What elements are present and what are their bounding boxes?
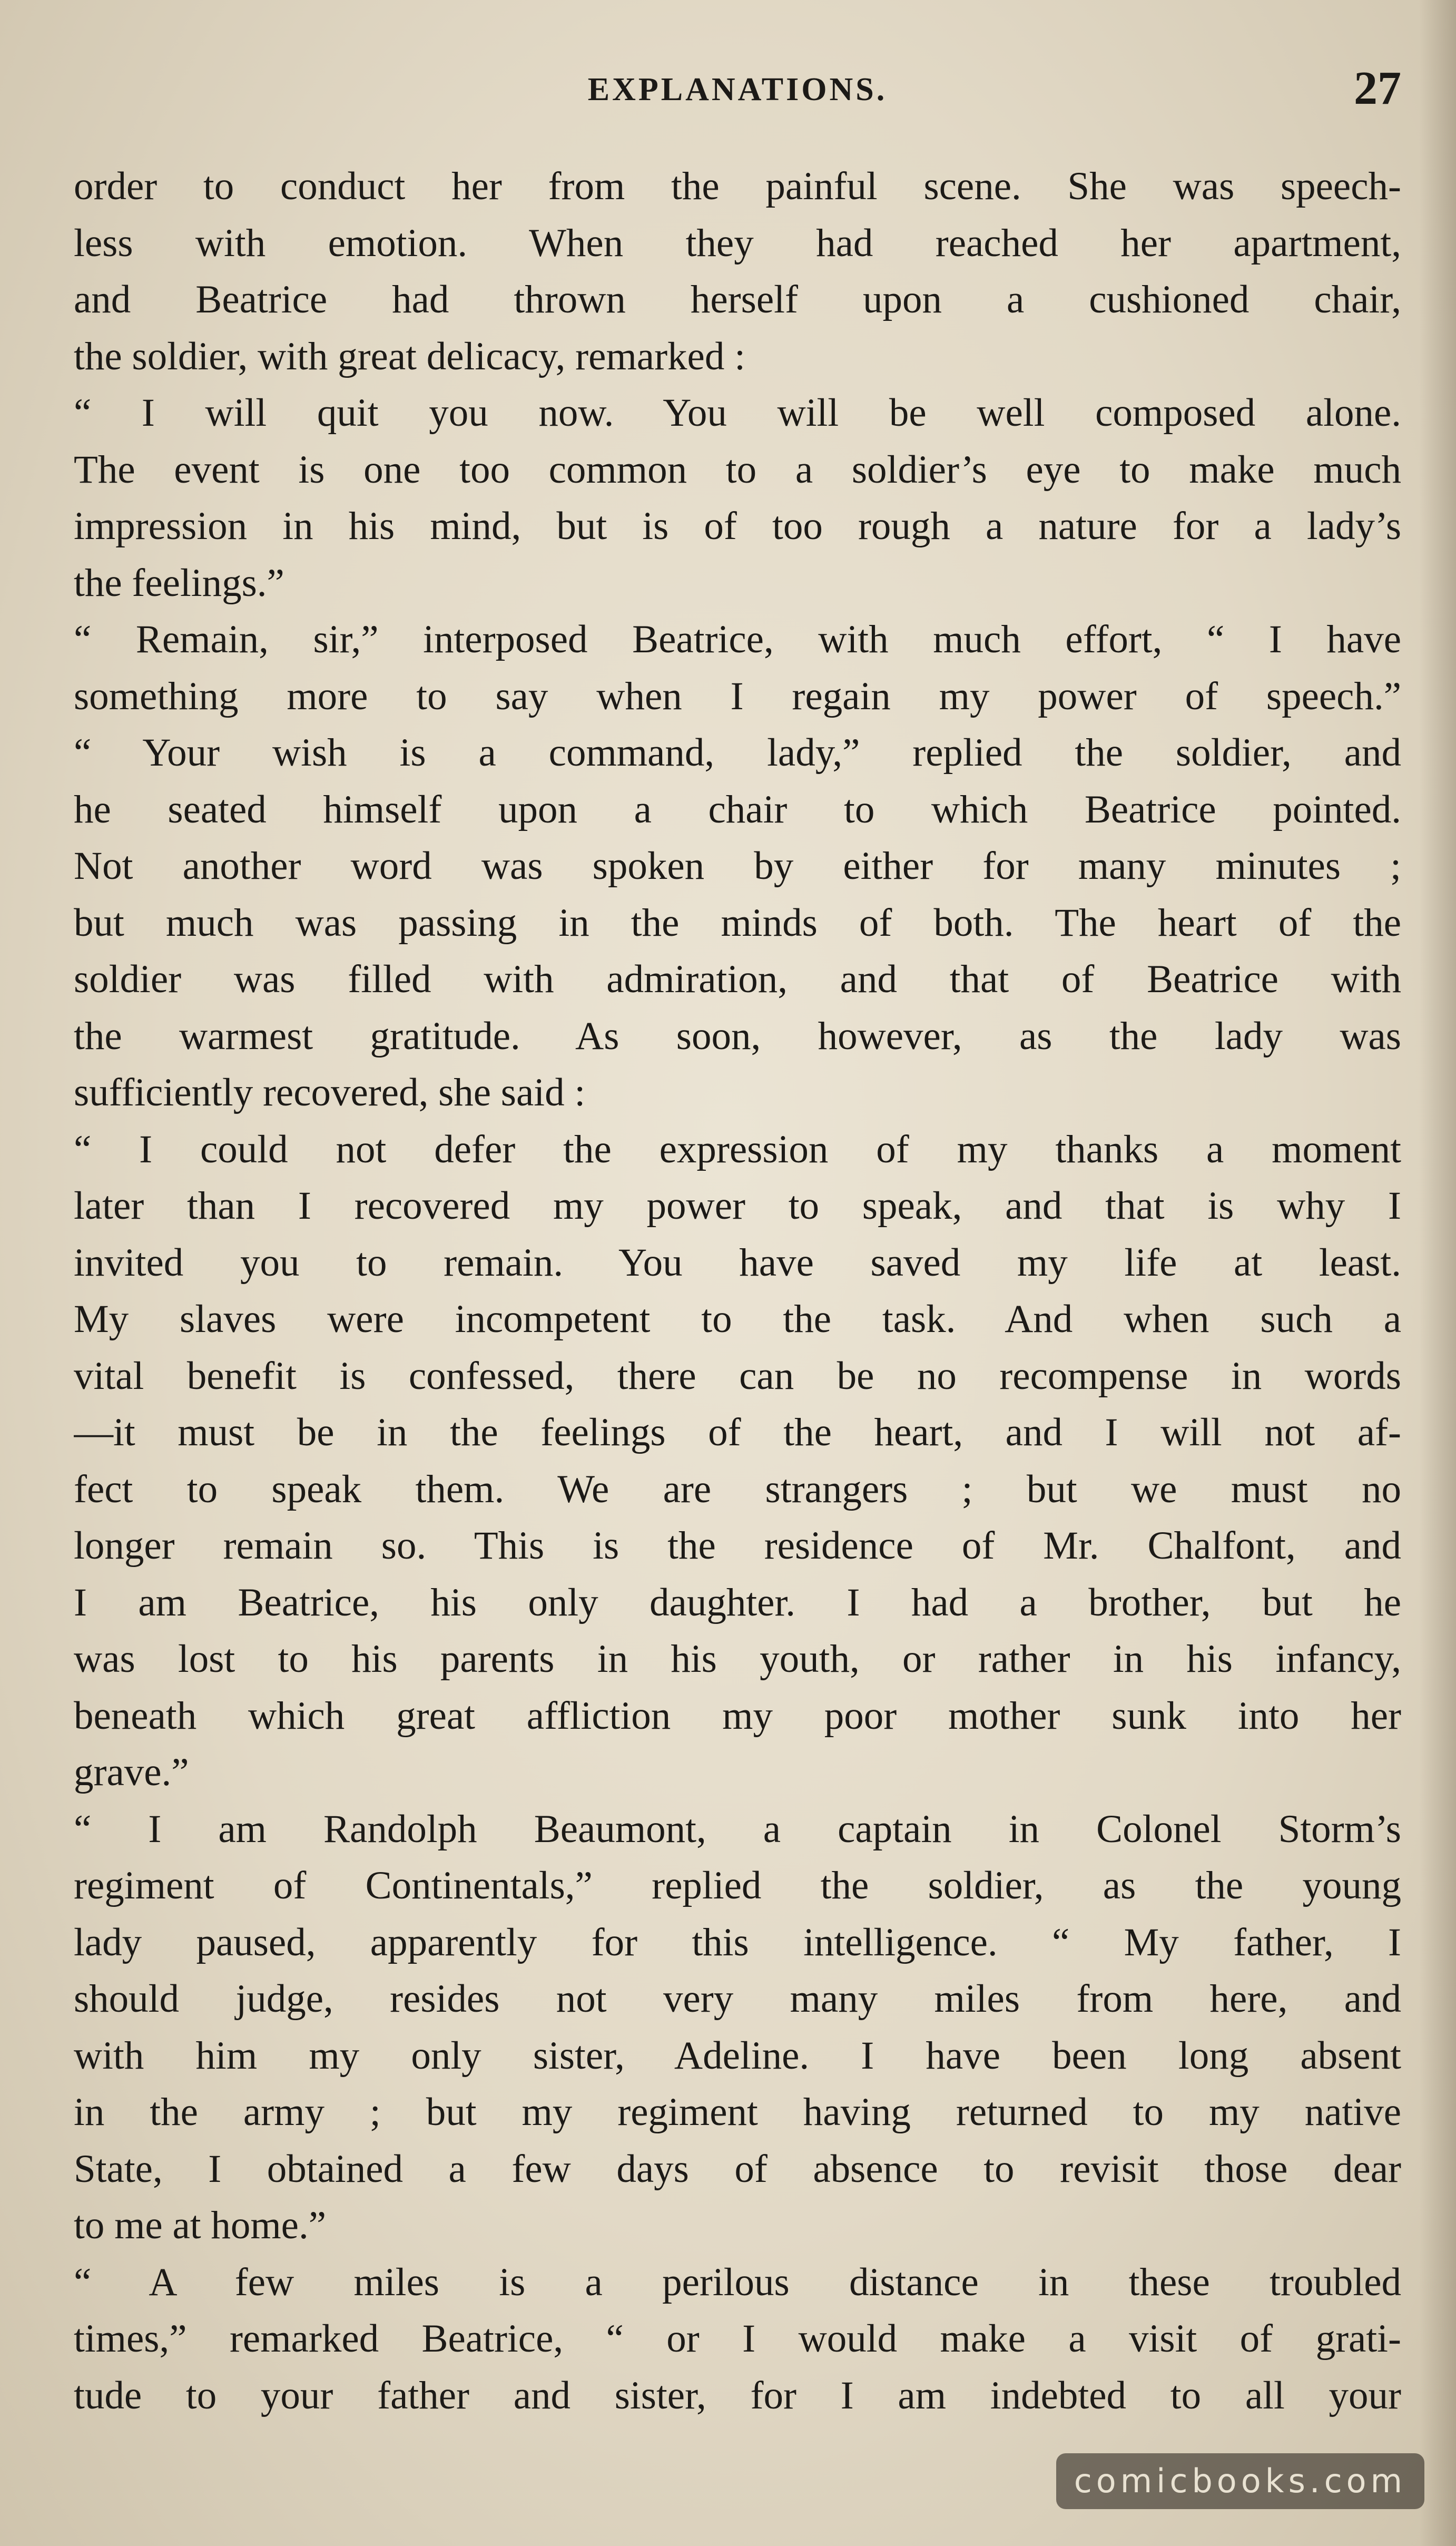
text-line: the feelings.”	[74, 561, 284, 605]
text-line: regiment of Continentals,” replied the soldier, as the young	[74, 1864, 1401, 1907]
text-line: I am Beatrice, his only daughter. I had a brother, but he	[74, 1580, 1401, 1624]
text-line: times,” remarked Beatrice, “ or I would make a visit of grati-	[74, 2317, 1401, 2361]
text-line: and Beatrice had thrown herself upon a cushioned chair,	[74, 278, 1401, 321]
text-line: The event is one too common to a soldier’s eye to make much	[74, 447, 1401, 492]
text-line: with him my only sister, Adeline. I have been long absent	[74, 2033, 1401, 2078]
text-line: longer remain so. This is the residence of Mr. Chalfont, and	[74, 1524, 1401, 1568]
text-line: Not another word was spoken by either for many minutes ;	[74, 844, 1401, 888]
text-line: “ I am Randolph Beaumont, a captain in Colonel Storm’s	[74, 1807, 1401, 1851]
text-line: beneath which great affliction my poor mother sunk into her	[74, 1693, 1401, 1738]
page-edge-shadow	[1419, 0, 1456, 2546]
text-line: was lost to his parents in his youth, or rather in his infancy,	[74, 1637, 1401, 1681]
text-line: soldier was filled with admiration, and that of Beatrice with	[74, 957, 1401, 1001]
text-line: “ I could not defer the expression of my thanks a moment	[74, 1127, 1401, 1171]
text-line: lady paused, apparently for this intelligence. “ My father, I	[74, 1920, 1401, 1964]
text-line: fect to speak them. We are strangers ; but we must no	[74, 1467, 1401, 1511]
text-line: order to conduct her from the painful scene. She was speech-	[74, 164, 1401, 208]
body-text	[74, 158, 1401, 2424]
text-line: tude to your father and sister, for I am indebted to all your	[74, 2373, 1401, 2417]
text-line: —it must be in the feelings of the heart, and I will not af-	[74, 1411, 1401, 1454]
text-line: “ A few miles is a perilous distance in these troubled	[74, 2260, 1401, 2304]
text-line: State, I obtained a few days of absence to revisit those dear	[74, 2147, 1401, 2191]
text-line: less with emotion. When they had reached her apartment,	[74, 221, 1401, 265]
text-line: vital benefit is confessed, there can be no recompense in words	[74, 1354, 1401, 1398]
text-line: invited you to remain. You have saved my life at least.	[74, 1240, 1401, 1285]
text-line: sufficiently recovered, she said :	[74, 1071, 586, 1114]
page-number: 27	[1354, 62, 1401, 114]
text-line: My slaves were incompetent to the task. And when such a	[74, 1297, 1401, 1341]
text-line: to me at home.”	[74, 2204, 327, 2247]
text-line: in the army ; but my regiment having returned to my native	[74, 2090, 1401, 2134]
text-line: later than I recovered my power to speak, and that is why I	[74, 1184, 1401, 1228]
text-line: but much was passing in the minds of both. The heart of the	[74, 900, 1401, 945]
text-line: impression in his mind, but is of too rough a nature for a lady’s	[74, 504, 1401, 548]
running-head: EXPLANATIONS.	[587, 72, 888, 107]
page-header	[74, 63, 1401, 126]
text-line: “ Remain, sir,” interposed Beatrice, with much effort, “ I have	[74, 618, 1401, 661]
text-line: grave.”	[74, 1750, 189, 1794]
text-line: “ I will quit you now. You will be well composed alone.	[74, 391, 1401, 435]
text-line: the warmest gratitude. As soon, however, as the lady was	[74, 1014, 1401, 1058]
text-line: “ Your wish is a command, lady,” replied the soldier, and	[74, 731, 1401, 775]
text-line: should judge, resides not very many miles from here, and	[74, 1977, 1401, 2021]
text-line: something more to say when I regain my power of speech.”	[74, 674, 1401, 718]
text-line: the soldier, with great delicacy, remarked :	[74, 334, 745, 378]
watermark: comicbooks.com	[1056, 2453, 1424, 2509]
text-line: he seated himself upon a chair to which Beatrice pointed.	[74, 787, 1401, 831]
